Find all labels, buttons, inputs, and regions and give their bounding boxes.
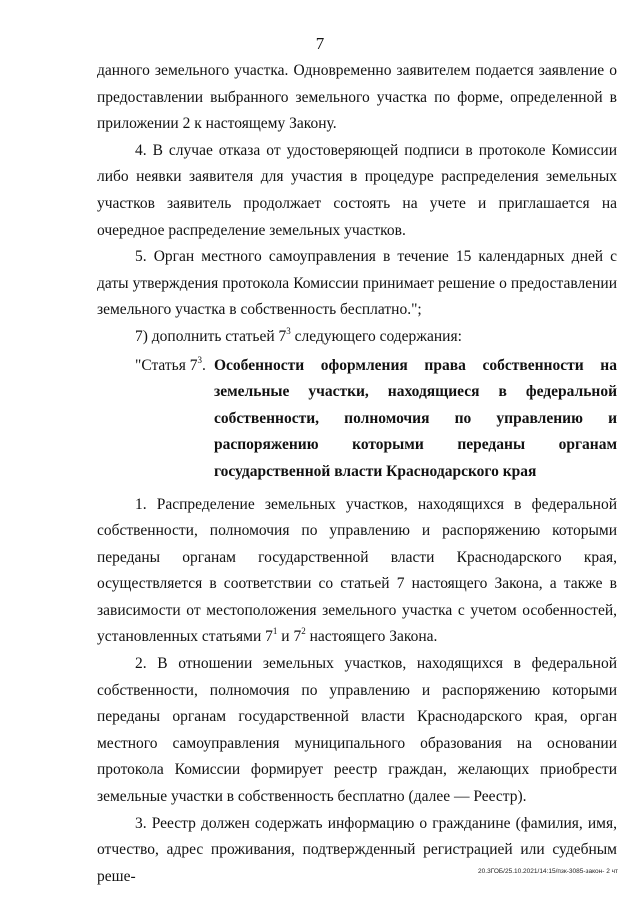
item-1-and: и 7 [277, 628, 302, 646]
article-heading [97, 353, 617, 492]
amendment-superscript: 3 [286, 325, 291, 336]
paragraph-article-item-2: 2. В отношении земельных участков, находящихся в федеральной собственности, полномочия по управлению и распоряжению которыми переданы органам государственной власти Краснодарского края, орган местного самоуправления муниципального образования на основании протокола Комиссии формирует реестр граждан, желающих приобрести земельные участки в собственность бесплатно (далее — Реестр). [97, 655, 617, 806]
item-1-text: 1. Распределение земельных участков, находящихся в федеральной собственности, полномочия по управлению и распоряжению которыми переданы органам государственной власти Краснодарского края, осуществляется в соответствии со статьей 7 настоящего Закона, а также в зависимости от местоположения земельного участка с учетом особенностей, установленных статьями 7 [97, 495, 617, 646]
paragraph-amendment-7 [97, 324, 617, 351]
item-1-end: настоящего Закона. [305, 628, 438, 646]
paragraph-article-item-3: 3. Реестр должен содержать информацию о гражданине (фамилия, имя, отчество, адрес проживания, подтвержденный регистрацией или судебным реше- [97, 814, 617, 885]
paragraph-continuation: данного земельного участка. Одновременно заявителем подается заявление о предоставлении выбранного земельного участка по форме, определенной в приложении 2 к настоящему Закону. [97, 62, 617, 133]
paragraph-article-item-1 [97, 492, 617, 652]
article-label [97, 353, 214, 492]
page-number: 7 [315, 34, 325, 53]
article-label-text: "Статья 7 [135, 356, 198, 374]
article-label-dot: . [202, 356, 206, 374]
paragraph-item-4: 4. В случае отказа от удостоверяющей подписи в протоколе Комиссии либо неявки заявителя для участия в процедуре распределения земельных участков заявитель продолжает состоять на учете и приглашается на очередное распределение земельных участков. [97, 141, 617, 239]
amendment-text-end: следующего содержания: [290, 327, 462, 345]
article-label-superscript: 3 [197, 354, 202, 365]
amendment-text: 7) дополнить статьей 7 [135, 327, 287, 345]
document-body [97, 58, 617, 890]
footer-document-code: 20.3ГОБ/25.10.2021/14:15/пзк-3085-закон- 2 чт [478, 868, 618, 875]
article-title: Особенности оформления права собственности на земельные участки, находящиеся в федеральной собственности, полномочия по управлению и распоряжению которыми переданы органам государственной власти Краснодарского края [214, 356, 617, 480]
item-1-superscript-1: 1 [272, 626, 278, 637]
item-1-superscript-2: 2 [301, 626, 306, 637]
paragraph-item-5: 5. Орган местного самоуправления в течение 15 календарных дней с даты утверждения протокола Комиссии принимает решение о предоставлении земельного участка в собственность бесплатно."; [97, 248, 617, 319]
